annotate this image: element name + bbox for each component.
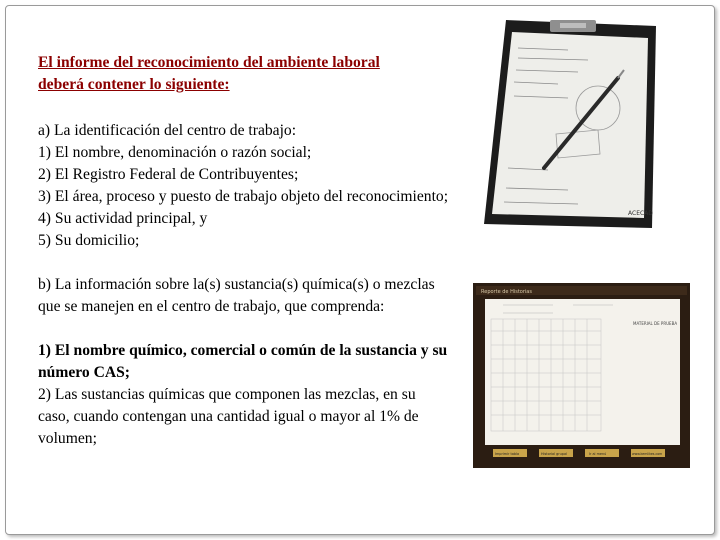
section-a-heading bbox=[38, 120, 450, 142]
digital-clipboard-icon bbox=[478, 18, 658, 231]
list-item bbox=[38, 230, 450, 252]
item-marker: 2) bbox=[38, 386, 51, 403]
section-a-text: La identificación del centro de trabajo: bbox=[50, 122, 297, 139]
item-text: El nombre, denominación o razón social; bbox=[51, 144, 312, 161]
spacer bbox=[38, 252, 450, 274]
list-item bbox=[38, 164, 450, 186]
section-b-marker: b) bbox=[38, 276, 51, 293]
list-item bbox=[38, 340, 450, 384]
section-b bbox=[38, 274, 450, 450]
list-item bbox=[38, 384, 450, 450]
section-a-marker: a) bbox=[38, 122, 51, 139]
title-line-1: El informe del reconocimiento del ambiente laboral bbox=[38, 54, 380, 71]
item-marker: 1) bbox=[38, 144, 51, 161]
brand-label: ACECAD bbox=[628, 210, 653, 217]
software-form-icon bbox=[473, 283, 690, 468]
item-text: El nombre químico, comercial o común de la sustancia y su número CAS; bbox=[38, 342, 448, 381]
item-marker: 5) bbox=[38, 232, 51, 249]
slide-title bbox=[38, 52, 450, 96]
title-line-2: deberá contener lo siguiente: bbox=[38, 76, 230, 93]
section-a bbox=[38, 120, 450, 252]
item-text: Su actividad principal, y bbox=[51, 210, 208, 227]
item-marker: 4) bbox=[38, 210, 51, 227]
item-text: Las sustancias químicas que componen las mezclas, en su caso, cuando contengan una cantidad igual o mayor al 1% de volumen; bbox=[38, 386, 419, 447]
item-text: El Registro Federal de Contribuyentes; bbox=[51, 166, 299, 183]
screen-button-label: Historial grupal bbox=[541, 452, 567, 456]
section-b-heading bbox=[38, 274, 450, 318]
list-item bbox=[38, 186, 450, 208]
spacer bbox=[38, 318, 450, 340]
section-b-text: La información sobre la(s) sustancia(s) química(s) o mezclas que se manejen en el centro de trabajo, que comprenda: bbox=[38, 276, 435, 315]
item-marker: 2) bbox=[38, 166, 51, 183]
list-item bbox=[38, 208, 450, 230]
slide-text bbox=[38, 52, 450, 450]
screen-button-label: Ir al menú bbox=[589, 452, 607, 456]
window-title: Reporte de Historias bbox=[481, 289, 532, 295]
item-marker: 1) bbox=[38, 342, 51, 359]
item-text: El área, proceso y puesto de trabajo objeto del reconocimiento; bbox=[51, 188, 449, 205]
screen-button-label: www.kemlikes.com bbox=[632, 452, 663, 456]
screen-button-label: Imprimir tabla bbox=[495, 452, 520, 456]
item-text: Su domicilio; bbox=[51, 232, 140, 249]
form-header: MATERIAL DE PRUEBA bbox=[633, 321, 678, 326]
item-marker: 3) bbox=[38, 188, 51, 205]
list-item bbox=[38, 142, 450, 164]
